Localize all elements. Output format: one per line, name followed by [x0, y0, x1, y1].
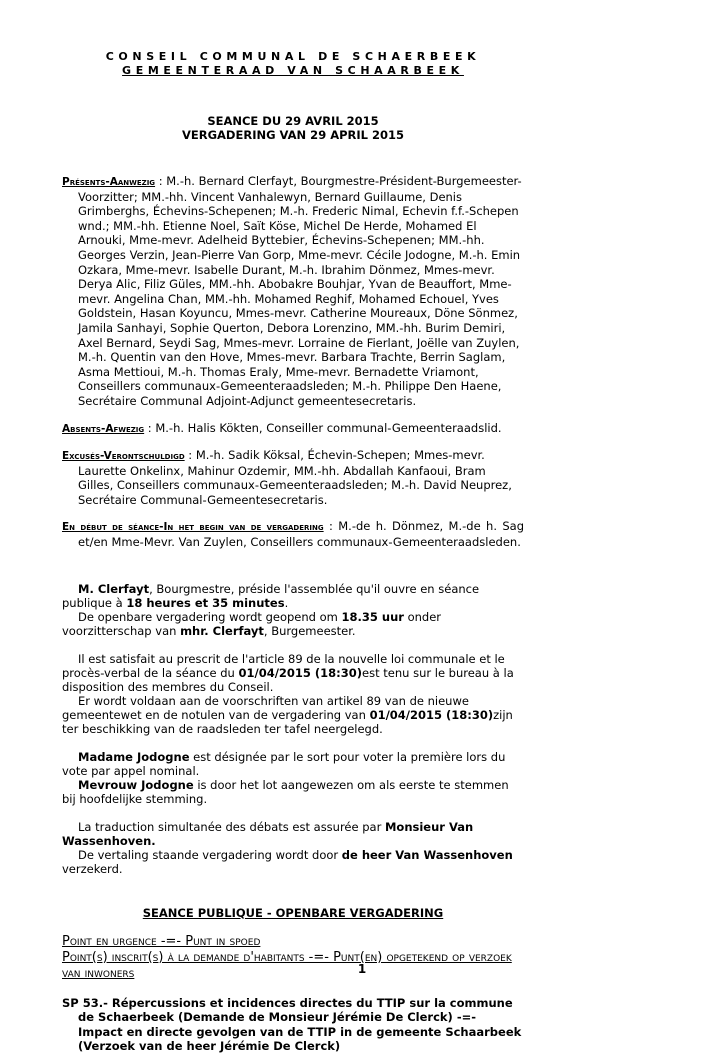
- seance-date-nl: VERGADERING VAN 29 APRIL 2015: [181, 128, 404, 142]
- excuses-paragraph: [62, 448, 524, 507]
- opening-nl-text: De openbare vergadering wordt geopend om: [78, 609, 342, 624]
- agenda-item-sp53: SP 53.- Répercussions et incidences directes du TTIP sur la commune de Schaerbeek (Demande de Monsieur Jérémie De Clerck) -=- Impact en directe gevolgen van de TTIP in de gemeente Schaarbeek (Verzoek van de heer Jérémie De Clerck): [62, 995, 522, 1054]
- public-session-title: SEANCE PUBLIQUE - OPENBARE VERGADERING: [142, 905, 444, 920]
- page-number: 1: [357, 962, 367, 976]
- document-page: [62, 50, 524, 1054]
- opening-fr-text: , Bourgmestre, préside l'assemblée qu'il ouvre en séance publique à: [62, 581, 480, 610]
- opening-nl-text2: onder voorzitterschap van: [62, 609, 442, 638]
- pv-nl-text: Er wordt voldaan aan de voorschriften van artikel 89 van de nieuwe gemeentewet en de notulen van de vergadering van: [62, 693, 469, 722]
- opening-fr-name: M. Clerfayt: [78, 581, 150, 596]
- debut-label: En début de séance-In het begin van de vergadering: [62, 521, 324, 534]
- presents-paragraph: [62, 174, 524, 409]
- vote-fr: [62, 750, 524, 778]
- pv-fr-date: 01/04/2015 (18:30): [238, 665, 363, 680]
- debut-text: : M.-de h. Dönmez, M.-de h. Sag et/en Mme-Mevr. Van Zuylen, Conseillers communaux-Gemeenteraadsleden.: [78, 519, 524, 550]
- translation-nl-text: De vertaling staande vergadering wordt door: [78, 847, 342, 862]
- absents-label: Absents-Afwezig: [62, 422, 145, 435]
- pv-nl: [62, 694, 524, 736]
- vote-fr-name: Madame Jodogne: [78, 749, 190, 764]
- opening-fr-time: 18 heures et 35 minutes: [126, 595, 285, 610]
- pv-nl-end: zijn ter beschikking van de raadsleden ter tafel neergelegd.: [62, 707, 513, 736]
- pv-nl-date: 01/04/2015 (18:30): [369, 707, 494, 722]
- pv-fr-text: Il est satisfait au prescrit de l'article 89 de la nouvelle loi communale et le procès-verbal de la séance du: [62, 651, 505, 680]
- excuses-label: Excusés-Verontschuldigd: [62, 450, 185, 463]
- vote-fr-text: est désignée par le sort pour voter la première lors du vote par appel nominal.: [62, 749, 506, 778]
- presents-text: : M.-h. Bernard Clerfayt, Bourgmestre-Président-Burgemeester-Voorzitter; MM.-hh. Vincent Vanhalewyn, Bernard Guillaume, Denis Grimberghs, Échevins-Schepenen; M.-h. Frederic Nimal, Echevin f.f.-Schepen wnd.; MM.-hh. Etienne Noel, Saït Köse, Michel De Herde, Mohamed El Arnouki, Mme-mevr. Adelheid Byttebier, Échevins-Schepenen; MM.-hh. Georges Verzin, Jean-Pierre Van Gorp, Mme-mevr. Cécile Jodogne, M.-h. Emin Ozkara, Mme-mevr. Isabelle Durant, M.-h. Ibrahim Dönmez, Mmes-mevr. Derya Alic, Filiz Güles, MM.-hh. Abobakre Bouhjar, Yvan de Beauffort, Mme-mevr. Angelina Chan, MM.-hh. Mohamed Reghif, Mohamed Echouel, Yves Goldstein, Hasan Koyuncu, Mmes-mevr. Catherine Moureaux, Döne Sönmez, Jamila Sanhayi, Sophie Querton, Debora Lorenzino, MM.-hh. Burim Demiri, Axel Bernard, Seydi Sag, Mmes-mevr. Lorraine de Fierlant, Joëlle van Zuylen, M.-h. Quentin van den Hove, Mmes-mevr. Barbara Trachte, Berrin Saglam, Asma Mettioui, M.-h. Thomas Eraly, Mme-mevr. Bernadette Vriamont, Conseillers communaux-Gemeenteraadsleden; M.-h. Philippe Den Haene, Secrétaire Communal Adjoint-Adjunct gemeentesecretaris.: [78, 174, 522, 408]
- seance-date-fr: SEANCE DU 29 AVRIL 2015: [207, 114, 379, 128]
- vote-nl: [62, 778, 524, 806]
- opening-nl-time: 18.35 uur: [341, 609, 404, 624]
- translation-fr-name: Monsieur Van Wassenhoven.: [62, 819, 474, 848]
- pv-fr: [62, 652, 524, 694]
- absents-text: : M.-h. Halis Kökten, Conseiller communal-Gemeenteraadslid.: [144, 420, 502, 435]
- opening-fr: [62, 582, 524, 610]
- council-header-fr: CONSEIL COMMUNAL DE SCHAERBEEK: [105, 50, 481, 63]
- opening-nl-end: , Burgemeester.: [263, 623, 356, 638]
- residents-point-heading: Point(s) inscrit(s) à la demande d'habitants -=- Punt(en) opgetekend op verzoek van inwoners: [62, 949, 512, 981]
- translation-nl-name: de heer Van Wassenhoven: [341, 847, 513, 862]
- translation-fr: [62, 820, 524, 848]
- debut-paragraph: [62, 519, 524, 549]
- absents-paragraph: [62, 421, 524, 437]
- urgent-point-heading: Point en urgence -=- Punt in spoed: [62, 933, 261, 949]
- vote-nl-text: is door het lot aangewezen om als eerste te stemmen bij hoofdelijke stemming.: [62, 777, 509, 806]
- opening-nl: [62, 610, 524, 638]
- pv-fr-end: est tenu sur le bureau à la disposition des membres du Conseil.: [62, 665, 514, 694]
- translation-fr-text: La traduction simultanée des débats est assurée par: [78, 819, 385, 834]
- excuses-text: : M.-h. Sadik Köksal, Échevin-Schepen; Mmes-mevr. Laurette Onkelinx, Mahinur Ozdemir, MM.-hh. Abdallah Kanfaoui, Bram Gilles, Conseillers communaux-Gemeenteraadsleden; M.-h. David Neuprez, Secrétaire Communal-Gemeentesecretaris.: [78, 448, 512, 507]
- opening-fr-end: .: [284, 595, 289, 610]
- vote-nl-name: Mevrouw Jodogne: [78, 777, 194, 792]
- presents-label: Présents-Aanwezig: [62, 176, 156, 188]
- translation-nl-end: verzekerd.: [62, 861, 123, 876]
- opening-nl-name: mhr. Clerfayt: [180, 623, 264, 638]
- translation-nl: [62, 848, 524, 876]
- council-header-nl: GEMEENTERAAD VAN SCHAARBEEK: [122, 64, 464, 77]
